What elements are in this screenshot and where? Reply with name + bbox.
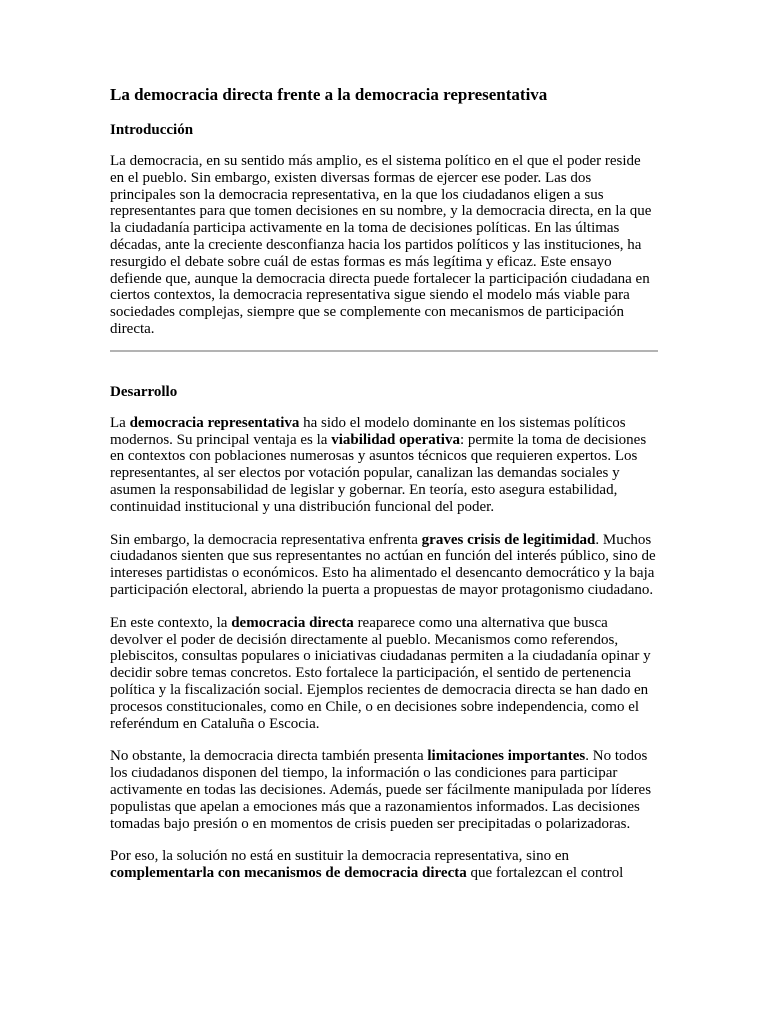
bold-term: complementarla con mecanismos de democracia directa (110, 865, 467, 882)
intro-heading: Introducción (110, 122, 194, 138)
intro-paragraph: La democracia, en su sentido más amplio, es el sistema político en el que el poder reside en el pueblo. Sin embargo, existen diversas formas de ejercer ese poder. Las dos principales son la democracia representativa, en la que los ciudadanos eligen a sus representantes para que tomen decisiones en su nombre, y la democracia directa, en la que la ciudadanía participa activamente en la toma de decisiones políticas. En las últimas décadas, ante la creciente desconfianza hacia los partidos políticos y las instituciones, ha resurgido el debate sobre cuál de estas formas es más legítima y eficaz. Este ensayo defiende que, aunque la democracia directa puede fortalecer la participación ciudadana en ciertos contextos, la democracia representativa sigue siendo el modelo más viable para sociedades complejas, siempre que se complemente con mecanismos de participación directa. (110, 153, 652, 337)
development-heading: Desarrollo (110, 383, 178, 400)
development-paragraph-2 (110, 532, 658, 599)
development-paragraph-1 (110, 415, 658, 516)
bold-term: graves crisis de legitimidad (421, 531, 596, 548)
bold-term: democracia directa (231, 614, 354, 631)
text-run: Sin embargo, la democracia representativa enfrenta (110, 531, 422, 548)
text-run: La (110, 414, 130, 431)
document-title: La democracia directa frente a la democracia representativa (110, 85, 548, 104)
text-run: . No todos los ciudadanos disponen del tiempo, la información o las condiciones para participar activamente en todas las decisiones. Además, puede ser fácilmente manipulada por líderes populistas que apelan a emociones más que a razonamientos informados. Las decisiones tomadas bajo presión o en momentos de crisis pueden ser precipitadas o polarizadoras. (110, 748, 652, 832)
text-run: En este contexto, la (110, 614, 232, 631)
text-run: Por eso, la solución no está en sustituir la democracia representativa, sino en (110, 848, 570, 865)
development-paragraph-4 (110, 748, 658, 832)
development-paragraph-3 (110, 615, 658, 733)
text-run: : permite la toma de decisiones en contextos con poblaciones numerosas y asuntos técnicos que requieren expertos. Los representantes, al ser electos por votación popular, canalizan las demandas sociales y asumen la responsabilidad de legislar y gobernar. En teoría, esto asegura estabilidad, continuidad institucional y una distribución funcional del poder. (110, 431, 647, 515)
text-run: No obstante, la democracia directa también presenta (110, 748, 428, 765)
section-divider (110, 350, 658, 352)
bold-term: viabilidad operativa (331, 431, 460, 448)
text-run: . Muchos ciudadanos sienten que sus representantes no actúan en función del interés público, sino de intereses partidistas o económicos. Esto ha alimentado el desencanto democrático y la baja participación electoral, abriendo la puerta a propuestas de mayor protagonismo ciudadano. (110, 531, 656, 598)
bold-term: limitaciones importantes (427, 748, 586, 765)
text-run: ha sido el modelo dominante en los sistemas políticos modernos. Su principal ventaja es la (110, 414, 626, 448)
text-run: reaparece como una alternativa que busca devolver el poder de decisión directamente al pueblo. Mecanismos como referendos, plebiscitos, consultas populares o iniciativas ciudadanas permiten a la ciudadanía opinar y decidir sobre temas concretos. Esto fortalece la participación, el sentido de pertenencia política y la fiscalización social. Ejemplos recientes de democracia directa se han dado en procesos constitucionales, como en Chile, o en decisiones sobre independencia, como el referéndum en Cataluña o Escocia. (110, 614, 651, 732)
development-paragraph-5 (110, 848, 658, 882)
text-run: que fortalezcan el control (466, 865, 624, 882)
document-page (110, 84, 658, 882)
bold-term: democracia representativa (129, 414, 300, 431)
